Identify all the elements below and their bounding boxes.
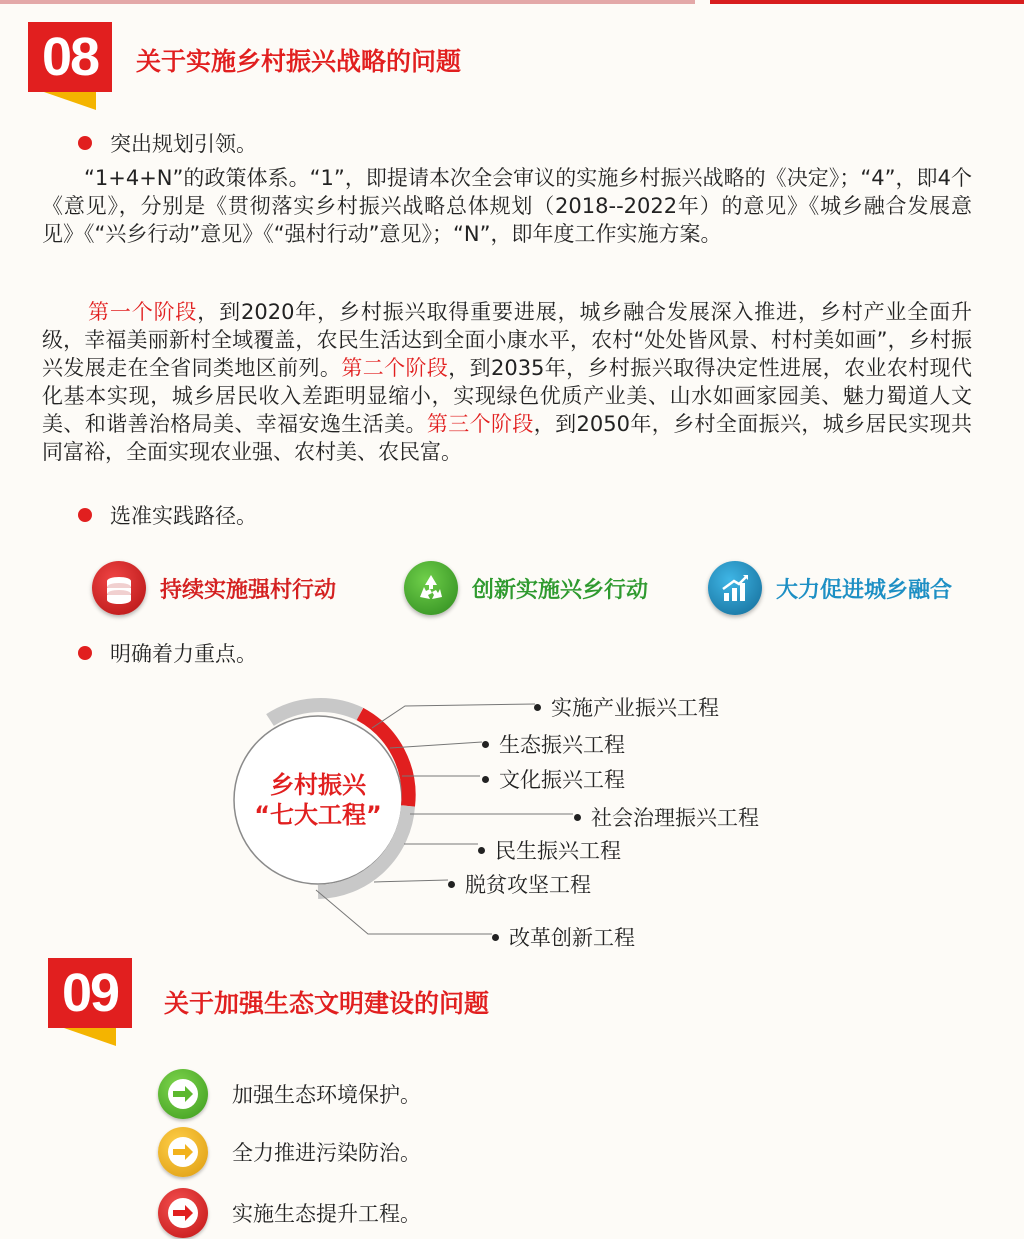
project-item bbox=[482, 729, 625, 759]
project-dot-icon bbox=[574, 814, 581, 821]
action-strong-village-label: 持续实施强村行动 bbox=[160, 577, 337, 603]
top-divider-right bbox=[710, 0, 1024, 4]
project-item bbox=[478, 835, 621, 865]
project-dot-icon bbox=[482, 776, 489, 783]
eco-item-label: 实施生态提升工程。 bbox=[232, 1202, 421, 1226]
action-strong-village bbox=[92, 560, 336, 616]
project-item bbox=[448, 869, 591, 899]
policy-paragraph: “1+4+N”的政策体系。“1”，即提请本次全会审议的实施乡村振兴战略的《决定》；“4”，即4个《意见》，分别是《贯彻落实乡村振兴战略总体规划（2018--2022年）的意见》《城乡融合发展意见》《“兴乡行动”意见》《“强村行动”意见》；“N”，即年度工作实施方案。 bbox=[42, 166, 972, 246]
project-dot-icon bbox=[482, 741, 489, 748]
project-item bbox=[534, 692, 719, 722]
arrow-right-icon bbox=[158, 1069, 208, 1119]
eco-item-label: 加强生态环境保护。 bbox=[232, 1083, 421, 1107]
arrow-right-icon bbox=[158, 1127, 208, 1177]
eco-item-pollution bbox=[158, 1126, 421, 1178]
section-09-title: 关于加强生态文明建设的问题 bbox=[164, 989, 490, 1018]
project-label: 改革创新工程 bbox=[509, 926, 635, 950]
section-08-number: 08 bbox=[28, 22, 112, 92]
center-title bbox=[240, 770, 396, 830]
stage1-label: 第一个阶段 bbox=[88, 300, 198, 324]
project-label: 民生振兴工程 bbox=[495, 839, 621, 863]
center-line-2: “七大工程” bbox=[254, 801, 382, 829]
stage2-label: 第二个阶段 bbox=[341, 356, 449, 380]
top-divider-left bbox=[0, 0, 695, 4]
stage1-text: ，到2020年，乡村振兴取得重要进展，城乡融合发展深入推进，乡村产业全面升级，幸福美丽新村全域覆盖，农民生活达到全面小康水平，农村“处处皆风景、村村美如画”，乡村振兴发展走在全省同类地区前列。 bbox=[42, 300, 973, 380]
coins-icon bbox=[92, 561, 146, 615]
stage2-text: ，到2035年，乡村振兴取得决定性进展，农业农村现代化基本实现，城乡居民收入差距明显缩小，实现绿色优质产业美、山水如画家园美、魅力蜀道人文美、和谐善治格局美、幸福安逸生活美。 bbox=[42, 356, 973, 436]
stages-paragraph bbox=[42, 298, 972, 466]
chart-up-icon bbox=[708, 561, 762, 615]
project-label: 生态振兴工程 bbox=[499, 733, 625, 757]
badge-ribbon-icon bbox=[64, 1028, 116, 1046]
bullet-focus bbox=[78, 638, 257, 668]
bullet-path-label: 选准实践路径。 bbox=[110, 504, 257, 528]
project-item bbox=[574, 802, 759, 832]
project-label: 社会治理振兴工程 bbox=[591, 806, 759, 830]
badge-ribbon-icon bbox=[44, 92, 96, 110]
bullet-path bbox=[78, 500, 257, 530]
project-dot-icon bbox=[534, 704, 541, 711]
project-label: 实施产业振兴工程 bbox=[551, 696, 719, 720]
project-label: 脱贫攻坚工程 bbox=[465, 873, 591, 897]
action-urban-rural bbox=[708, 560, 952, 616]
stage3-text: ，到2050年，乡村全面振兴，城乡居民实现共同富裕，全面实现农业强、农村美、农民富。 bbox=[42, 412, 973, 464]
action-urban-rural-label: 大力促进城乡融合 bbox=[776, 577, 953, 603]
section-08-badge bbox=[28, 22, 112, 114]
arrow-right-icon bbox=[158, 1188, 208, 1238]
stage3-label: 第三个阶段 bbox=[426, 412, 534, 436]
bullet-planning-label: 突出规划引领。 bbox=[110, 132, 257, 156]
recycle-icon bbox=[404, 561, 458, 615]
project-dot-icon bbox=[492, 934, 499, 941]
project-item bbox=[482, 764, 625, 794]
eco-item-upgrade bbox=[158, 1187, 421, 1239]
section-09-number: 09 bbox=[48, 958, 132, 1028]
action-prosper-village-label: 创新实施兴乡行动 bbox=[472, 577, 649, 603]
project-dot-icon bbox=[478, 847, 485, 854]
bullet-dot-icon bbox=[78, 508, 92, 522]
project-label: 文化振兴工程 bbox=[499, 768, 625, 792]
center-line-1: 乡村振兴 bbox=[270, 771, 366, 799]
project-item bbox=[492, 922, 635, 952]
section-08-title: 关于实施乡村振兴战略的问题 bbox=[136, 47, 462, 76]
project-dot-icon bbox=[448, 881, 455, 888]
action-prosper-village bbox=[404, 560, 648, 616]
bullet-dot-icon bbox=[78, 646, 92, 660]
bullet-dot-icon bbox=[78, 136, 92, 150]
section-09-badge bbox=[48, 958, 132, 1050]
eco-item-label: 全力推进污染防治。 bbox=[232, 1141, 421, 1165]
bullet-focus-label: 明确着力重点。 bbox=[110, 642, 257, 666]
bullet-planning bbox=[78, 128, 257, 158]
eco-item-protection bbox=[158, 1068, 421, 1120]
